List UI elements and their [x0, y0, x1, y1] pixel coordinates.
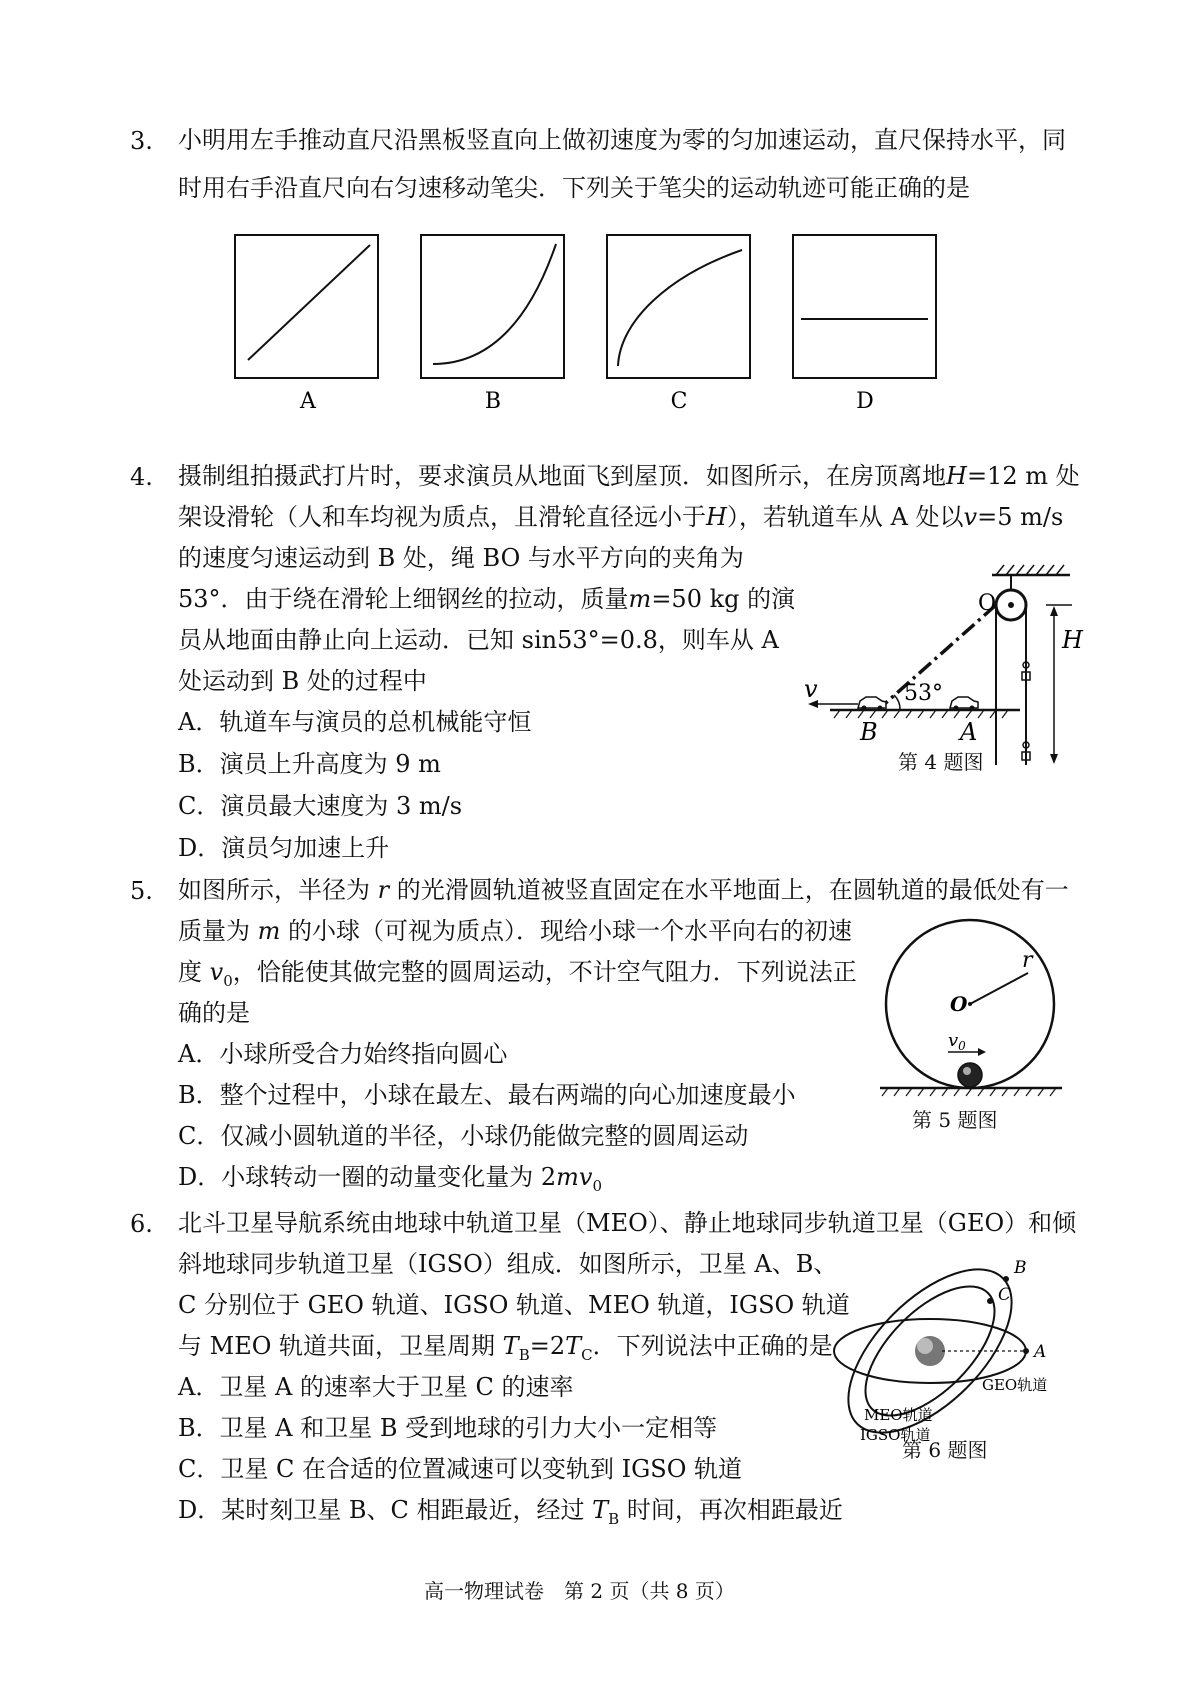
a-point-label: A	[960, 718, 978, 746]
question-5-option-c: C．仅减小圆轨道的半径，小球仍能做完整的圆周运动	[178, 1122, 749, 1150]
question-5-line-2: 质量为 m 的小球（可视为质点）．现给小球一个水平向右的初速	[178, 917, 853, 945]
question-3-trajectory-options	[230, 230, 950, 414]
radius-r-label: r	[1022, 948, 1033, 973]
question-5-option-b: B．整个过程中，小球在最左、最右两端的向心加速度最小	[178, 1081, 796, 1109]
question-6-line-4: 与 MEO 轨道共面，卫星周期 $T_B=2T_C$．下列说法中正确的是	[178, 1332, 833, 1364]
b-point-label: B	[860, 718, 878, 746]
question-4-number: 4.	[130, 463, 153, 491]
satellite-b-label: B	[1014, 1258, 1027, 1278]
question-5-option-d: D．小球转动一圈的动量变化量为 $2mv_0$	[178, 1163, 603, 1195]
question-4-option-a: A．轨道车与演员的总机械能守恒	[178, 708, 532, 736]
v-label: v	[804, 675, 818, 703]
option-a-graph	[235, 235, 378, 378]
question-4-figure	[800, 560, 1100, 820]
car-at-a	[950, 697, 978, 711]
question-4-line-6: 处运动到 B 处的过程中	[178, 667, 427, 695]
satellite-c-label: C	[998, 1285, 1012, 1305]
satellite-a-label: A	[1034, 1342, 1047, 1362]
question-6-option-b: B．卫星 A 和卫星 B 受到地球的引力大小一定相等	[178, 1414, 718, 1442]
question-4-line-5: 员从地面由静止向上运动．已知 sin53°=0.8，则车从 A	[178, 626, 779, 654]
car-at-b	[858, 697, 886, 711]
question-6-figure	[830, 1255, 1070, 1465]
question-4-option-d: D．演员匀加速上升	[178, 834, 390, 862]
option-b-label: B	[484, 389, 502, 414]
question-6-line-3: C 分别位于 GEO 轨道、IGSO 轨道、MEO 轨道，IGSO 轨道	[178, 1291, 850, 1319]
question-4-line-3: 的速度匀速运动到 B 处，绳 BO 与水平方向的夹角为	[178, 544, 744, 572]
geo-orbit-label: GEO轨道	[982, 1376, 1048, 1394]
igso-orbit-label: IGSO轨道	[860, 1426, 931, 1444]
question-6-option-a: A．卫星 A 的速率大于卫星 C 的速率	[178, 1373, 574, 1401]
option-d-graph	[793, 235, 936, 378]
question-4-option-b: B．演员上升高度为 9 m	[178, 750, 441, 778]
meo-orbit-label: MEO轨道	[864, 1406, 933, 1424]
option-a-label: A	[300, 389, 316, 414]
angle-label: 53°	[904, 681, 943, 706]
question-3-line-2: 时用右手沿直尺向右匀速移动笔尖．下列关于笔尖的运动轨迹可能正确的是	[178, 174, 970, 202]
question-4-option-c: C．演员最大速度为 3 m/s	[178, 792, 463, 820]
option-c-graph	[607, 235, 750, 378]
figure-6-caption: 第 6 题图	[902, 1438, 988, 1462]
figure-5-caption: 第 5 题图	[912, 1108, 998, 1132]
v0-label: $v_0$	[948, 1030, 966, 1053]
center-o-label: O	[950, 992, 968, 1016]
question-5-number: 5.	[130, 877, 153, 905]
figure-4-caption: 第 4 题图	[898, 750, 984, 774]
question-6-option-c: C．卫星 C 在合适的位置减速可以变轨到 IGSO 轨道	[178, 1455, 743, 1483]
option-b-graph	[421, 235, 564, 378]
question-4-line-2: 架设滑轮（人和车均视为质点，且滑轮直径远小于H），若轨道车从 A 处以v=5 m/s	[178, 503, 1064, 531]
question-5-line-3: 度 $v_0$，恰能使其做完整的圆周运动，不计空气阻力．下列说法正	[178, 958, 857, 990]
question-5-line-4: 确的是	[178, 999, 250, 1027]
option-d-label: D	[856, 389, 874, 414]
question-4-line-1: 摄制组拍摄武打片时，要求演员从地面飞到屋顶．如图所示，在房顶离地H=12 m 处	[178, 462, 1080, 490]
question-3-line-1: 小明用左手推动直尺沿黑板竖直向上做初速度为零的匀加速运动，直尺保持水平，同	[178, 126, 1066, 154]
question-5-figure	[870, 915, 1080, 1100]
question-3-number: 3.	[130, 127, 153, 155]
question-6-line-2: 斜地球同步轨道卫星（IGSO）组成．如图所示，卫星 A、B、	[178, 1250, 838, 1278]
question-6-number: 6.	[130, 1210, 153, 1238]
question-6-line-1: 北斗卫星导航系统由地球中轨道卫星（MEO）、静止地球同步轨道卫星（GEO）和倾	[178, 1209, 1077, 1237]
question-5-option-a: A．小球所受合力始终指向圆心	[178, 1040, 508, 1068]
question-6-option-d: D．某时刻卫星 B、C 相距最近，经过 $T_B$ 时间，再次相距最近	[178, 1496, 843, 1528]
option-c-label: C	[670, 389, 688, 414]
question-5-line-1: 如图所示，半径为 r 的光滑圆轨道被竖直固定在水平地面上，在圆轨道的最低处有一	[178, 876, 1069, 904]
h-label: H	[1062, 626, 1083, 654]
page-footer: 高一物理试卷 第 2 页（共 8 页）	[424, 1579, 735, 1603]
question-4-line-4: 53°．由于绕在滑轮上细钢丝的拉动，质量m=50 kg 的演	[178, 585, 796, 613]
o-label: O	[978, 591, 997, 616]
